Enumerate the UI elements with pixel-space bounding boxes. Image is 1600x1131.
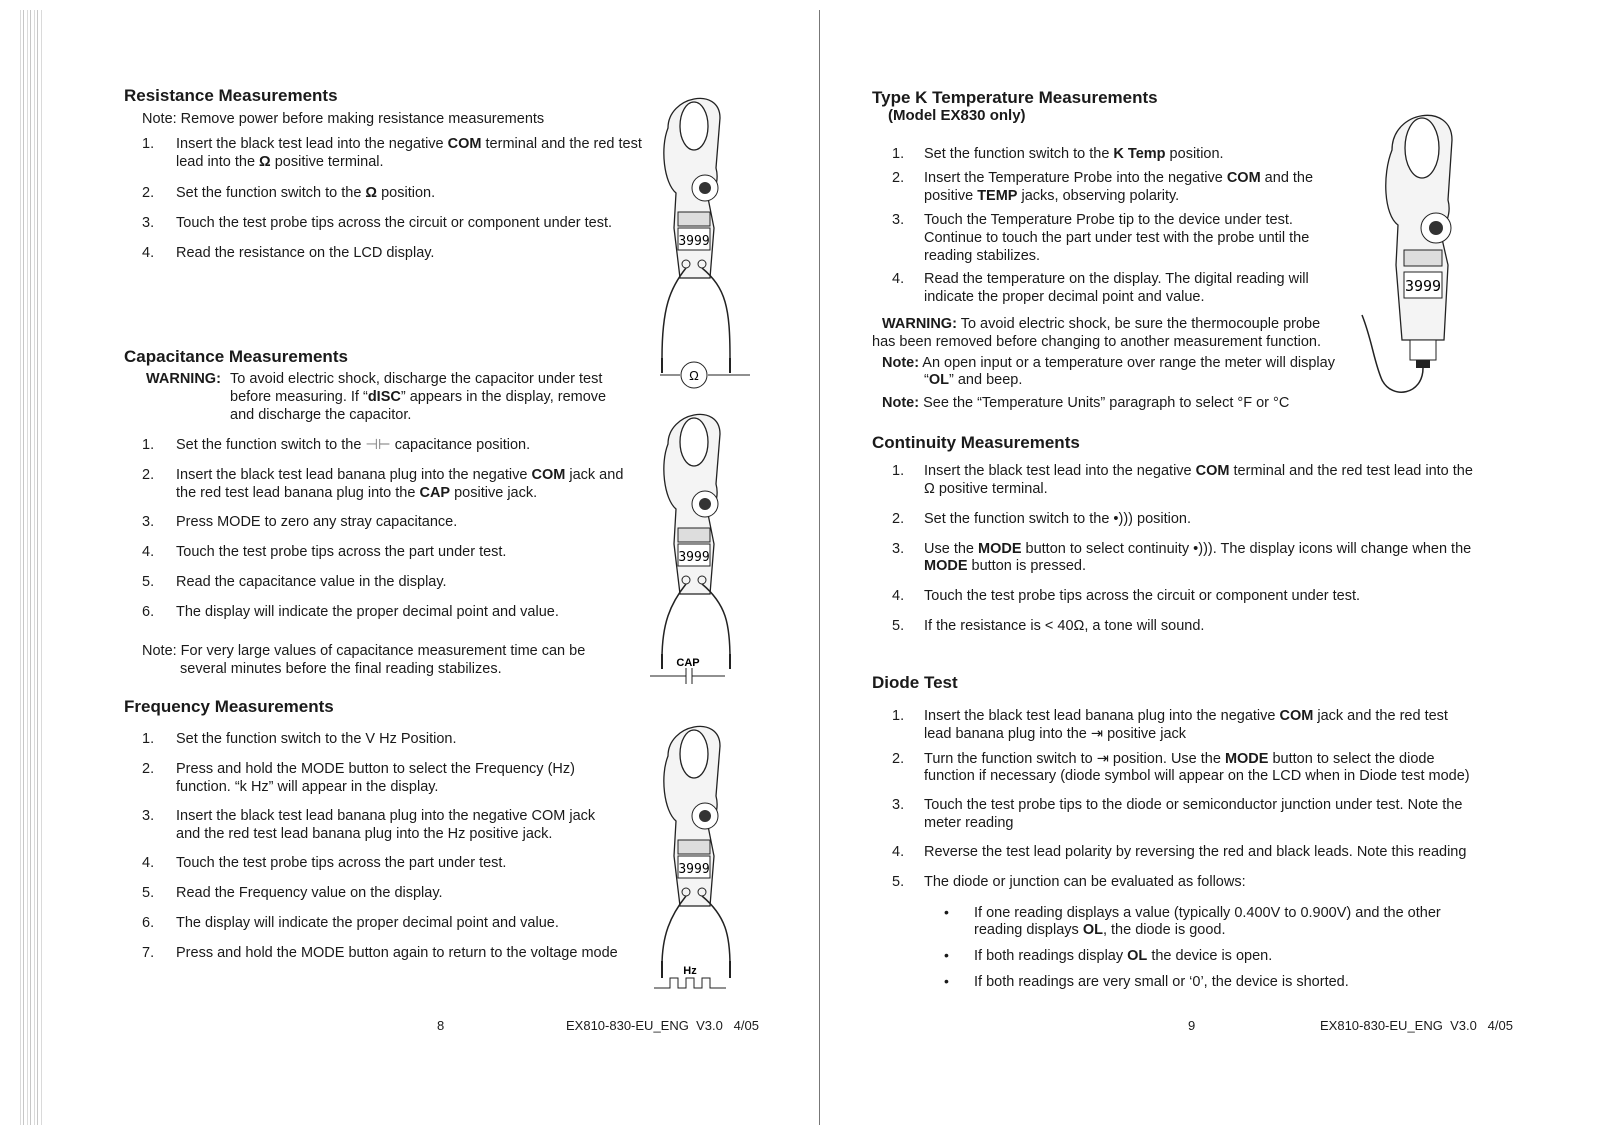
- lcd-reading: 3999: [1404, 277, 1442, 295]
- page-fold: [819, 10, 820, 1125]
- capacitance-warning-l2: before measuring. If “dISC” appears in the display, remove: [230, 389, 607, 405]
- capacitance-warning-l3: and discharge the capacitor.: [230, 407, 412, 423]
- lcd-reading: 3999: [678, 234, 710, 249]
- step-number: 2.: [142, 467, 155, 483]
- frequency-step-5: Read the Frequency value on the display.: [176, 885, 443, 901]
- step-number: 1.: [892, 146, 905, 162]
- step-number: 3.: [892, 212, 905, 228]
- resistance-symbol-figure: [660, 355, 755, 390]
- diode-step-3-l1: Touch the test probe tips to the diode or semiconductor junction under test. Note the: [924, 797, 1463, 813]
- capacitance-step-4: Touch the test probe tips across the part under test.: [176, 544, 507, 560]
- clamp-meter-capacitance-figure: [650, 404, 750, 694]
- temperature-step-4-l1: Read the temperature on the display. The digital reading will: [924, 271, 1309, 287]
- frequency-step-3-l2: and the red test lead banana plug into the Hz positive jack.: [176, 826, 553, 842]
- continuity-step-2: Set the function switch to the •))) position.: [924, 511, 1192, 527]
- continuity-step-1-l2: Ω positive terminal.: [924, 481, 1048, 497]
- step-number: 3.: [142, 215, 155, 231]
- continuity-step-5: If the resistance is < 40Ω, a tone will sound.: [924, 618, 1205, 634]
- lcd-reading: 3999: [678, 862, 710, 877]
- step-number: 2.: [142, 185, 155, 201]
- capacitance-step-2: Insert the black test lead banana plug into the negative COM jack and the red test lead banana plug into the CAP positive jack.: [176, 467, 624, 501]
- clamp-meter-frequency-figure: [650, 716, 750, 1016]
- temperature-step-3-l2: Continue to touch the part under test with the probe until the: [924, 230, 1310, 246]
- step-number: 3.: [892, 797, 905, 813]
- page-9: [822, 0, 1600, 1131]
- document-id: EX810-830-EU_ENG V3.0 4/05: [566, 1018, 759, 1033]
- lcd-reading: 3999: [678, 550, 710, 565]
- continuity-step-1-l1: Insert the black test lead into the negative COM terminal and the red test lead into the: [924, 463, 1473, 479]
- capacitance-step-1: Set the function switch to the ⊣⊢ capacitance position.: [176, 437, 531, 453]
- continuity-step-3-l1: Use the MODE button to select continuity •))). The display icons will change when the: [924, 541, 1472, 557]
- diode-step-1-l2: lead banana plug into the ⇥ positive jack: [924, 726, 1187, 742]
- temperature-note1-l2: “OL” and beep.: [924, 372, 1023, 388]
- resistance-step-1: Insert the black test lead into the negative COM terminal and the red test lead into the Ω positive terminal.: [176, 136, 642, 170]
- temperature-step-3-l3: reading stabilizes.: [924, 248, 1041, 264]
- step-number: 3.: [892, 541, 905, 557]
- step-number: 1.: [142, 136, 155, 152]
- step-number: 1.: [142, 437, 155, 453]
- diode-step-1-l1: Insert the black test lead banana plug into the negative COM jack and the red test: [924, 708, 1448, 724]
- step-number: 6.: [142, 604, 155, 620]
- diode-step-2-l2: function if necessary (diode symbol will appear on the LCD when in Diode test mode): [924, 768, 1470, 784]
- resistance-step-2: Set the function switch to the Ω position.: [176, 185, 436, 201]
- capacitance-step-6: The display will indicate the proper decimal point and value.: [176, 604, 559, 620]
- capacitance-title: Capacitance Measurements: [124, 347, 348, 366]
- step-number: 3.: [142, 514, 155, 530]
- temperature-title: Type K Temperature Measurements: [872, 88, 1158, 107]
- step-number: 6.: [142, 915, 155, 931]
- page-number: 9: [1188, 1018, 1196, 1033]
- continuity-title: Continuity Measurements: [872, 433, 1080, 452]
- step-number: 4.: [142, 245, 155, 261]
- page-number: 8: [437, 1018, 445, 1033]
- diode-step-2-l1: Turn the function switch to ⇥ position. Use the MODE button to select the diode: [924, 751, 1435, 767]
- step-number: 5.: [892, 874, 905, 890]
- frequency-step-6: The display will indicate the proper decimal point and value.: [176, 915, 559, 931]
- step-number: 3.: [142, 808, 155, 824]
- capacitance-note-l1: Note: For very large values of capacitance measurement time can be: [142, 643, 586, 659]
- step-number: 4.: [142, 855, 155, 871]
- frequency-step-2-l1: Press and hold the MODE button to select the Frequency (Hz): [176, 761, 575, 777]
- diode-step-4: Reverse the test lead polarity by reversing the red and black leads. Note this reading: [924, 844, 1467, 860]
- bullet: •: [944, 904, 949, 920]
- temperature-step-2-l2: positive TEMP jacks, observing polarity.: [924, 188, 1180, 204]
- ohm-label: Ω: [689, 368, 699, 383]
- step-number: 5.: [892, 618, 905, 634]
- step-number: 4.: [892, 844, 905, 860]
- capacitance-warning-label: WARNING:: [146, 371, 221, 387]
- diode-bullet-3: If both readings are very small or ‘0’, the device is shorted.: [974, 974, 1349, 990]
- capacitance-step-5: Read the capacitance value in the display.: [176, 574, 447, 590]
- frequency-step-4: Touch the test probe tips across the part under test.: [176, 855, 507, 871]
- step-number: 1.: [892, 463, 905, 479]
- temperature-subtitle: (Model EX830 only): [888, 107, 1026, 124]
- resistance-note: Note: Remove power before making resistance measurements: [142, 111, 545, 127]
- temperature-step-1: Set the function switch to the K Temp position.: [924, 146, 1224, 162]
- diode-bullet-1-l1: If one reading displays a value (typically 0.400V to 0.900V) and the other: [974, 905, 1441, 921]
- resistance-step-3: Touch the test probe tips across the circuit or component under test.: [176, 215, 613, 231]
- frequency-title: Frequency Measurements: [124, 697, 334, 716]
- step-number: 2.: [892, 751, 905, 767]
- temperature-step-4-l2: indicate the proper decimal point and value.: [924, 289, 1205, 305]
- capacitance-note-l2: several minutes before the final reading stabilizes.: [180, 661, 502, 677]
- step-number: 5.: [142, 885, 155, 901]
- bullet: •: [944, 973, 949, 989]
- clamp-meter-temperature-figure: [1352, 100, 1502, 400]
- clamp-meter-resistance-figure: [650, 88, 750, 383]
- hz-label: Hz: [683, 965, 697, 977]
- temperature-note2: Note: See the “Temperature Units” paragraph to select °F or °C: [882, 395, 1290, 411]
- frequency-step-7: Press and hold the MODE button again to return to the voltage mode: [176, 945, 618, 961]
- step-number: 2.: [142, 761, 155, 777]
- frequency-step-1: Set the function switch to the V Hz Position.: [176, 731, 457, 747]
- continuity-step-3-l2: MODE button is pressed.: [924, 558, 1086, 574]
- cap-label: CAP: [676, 657, 700, 669]
- step-number: 4.: [892, 588, 905, 604]
- frequency-step-3-l1: Insert the black test lead banana plug into the negative COM jack: [176, 808, 596, 824]
- diode-title: Diode Test: [872, 673, 958, 692]
- diode-bullet-2: If both readings display OL the device is open.: [974, 948, 1273, 964]
- temperature-step-3-l1: Touch the Temperature Probe tip to the device under test.: [924, 212, 1293, 228]
- resistance-title: Resistance Measurements: [124, 86, 338, 105]
- capacitance-warning-l1: To avoid electric shock, discharge the capacitor under test: [230, 371, 603, 387]
- capacitance-step-3: Press MODE to zero any stray capacitance.: [176, 514, 458, 530]
- step-number: 7.: [142, 945, 155, 961]
- temperature-warning-l1: WARNING: To avoid electric shock, be sure the thermocouple probe: [882, 316, 1321, 332]
- step-number: 5.: [142, 574, 155, 590]
- continuity-step-4: Touch the test probe tips across the circuit or component under test.: [924, 588, 1361, 604]
- bullet: •: [944, 947, 949, 963]
- diode-step-5: The diode or junction can be evaluated as follows:: [924, 874, 1246, 890]
- document-id: EX810-830-EU_ENG V3.0 4/05: [1320, 1018, 1513, 1033]
- resistance-step-4: Read the resistance on the LCD display.: [176, 245, 435, 261]
- temperature-warning-l2: has been removed before changing to another measurement function.: [872, 334, 1321, 350]
- step-number: 4.: [892, 271, 905, 287]
- step-number: 4.: [142, 544, 155, 560]
- step-number: 1.: [142, 731, 155, 747]
- temperature-step-2-l1: Insert the Temperature Probe into the negative COM and the: [924, 170, 1314, 186]
- step-number: 2.: [892, 170, 905, 186]
- step-number: 2.: [892, 511, 905, 527]
- frequency-step-2-l2: function. “k Hz” will appear in the display.: [176, 779, 439, 795]
- diode-step-3-l2: meter reading: [924, 815, 1014, 831]
- diode-bullet-1-l2: reading displays OL, the diode is good.: [974, 922, 1226, 938]
- temperature-note1-l1: Note: An open input or a temperature over range the meter will display: [882, 355, 1335, 371]
- step-number: 1.: [892, 708, 905, 724]
